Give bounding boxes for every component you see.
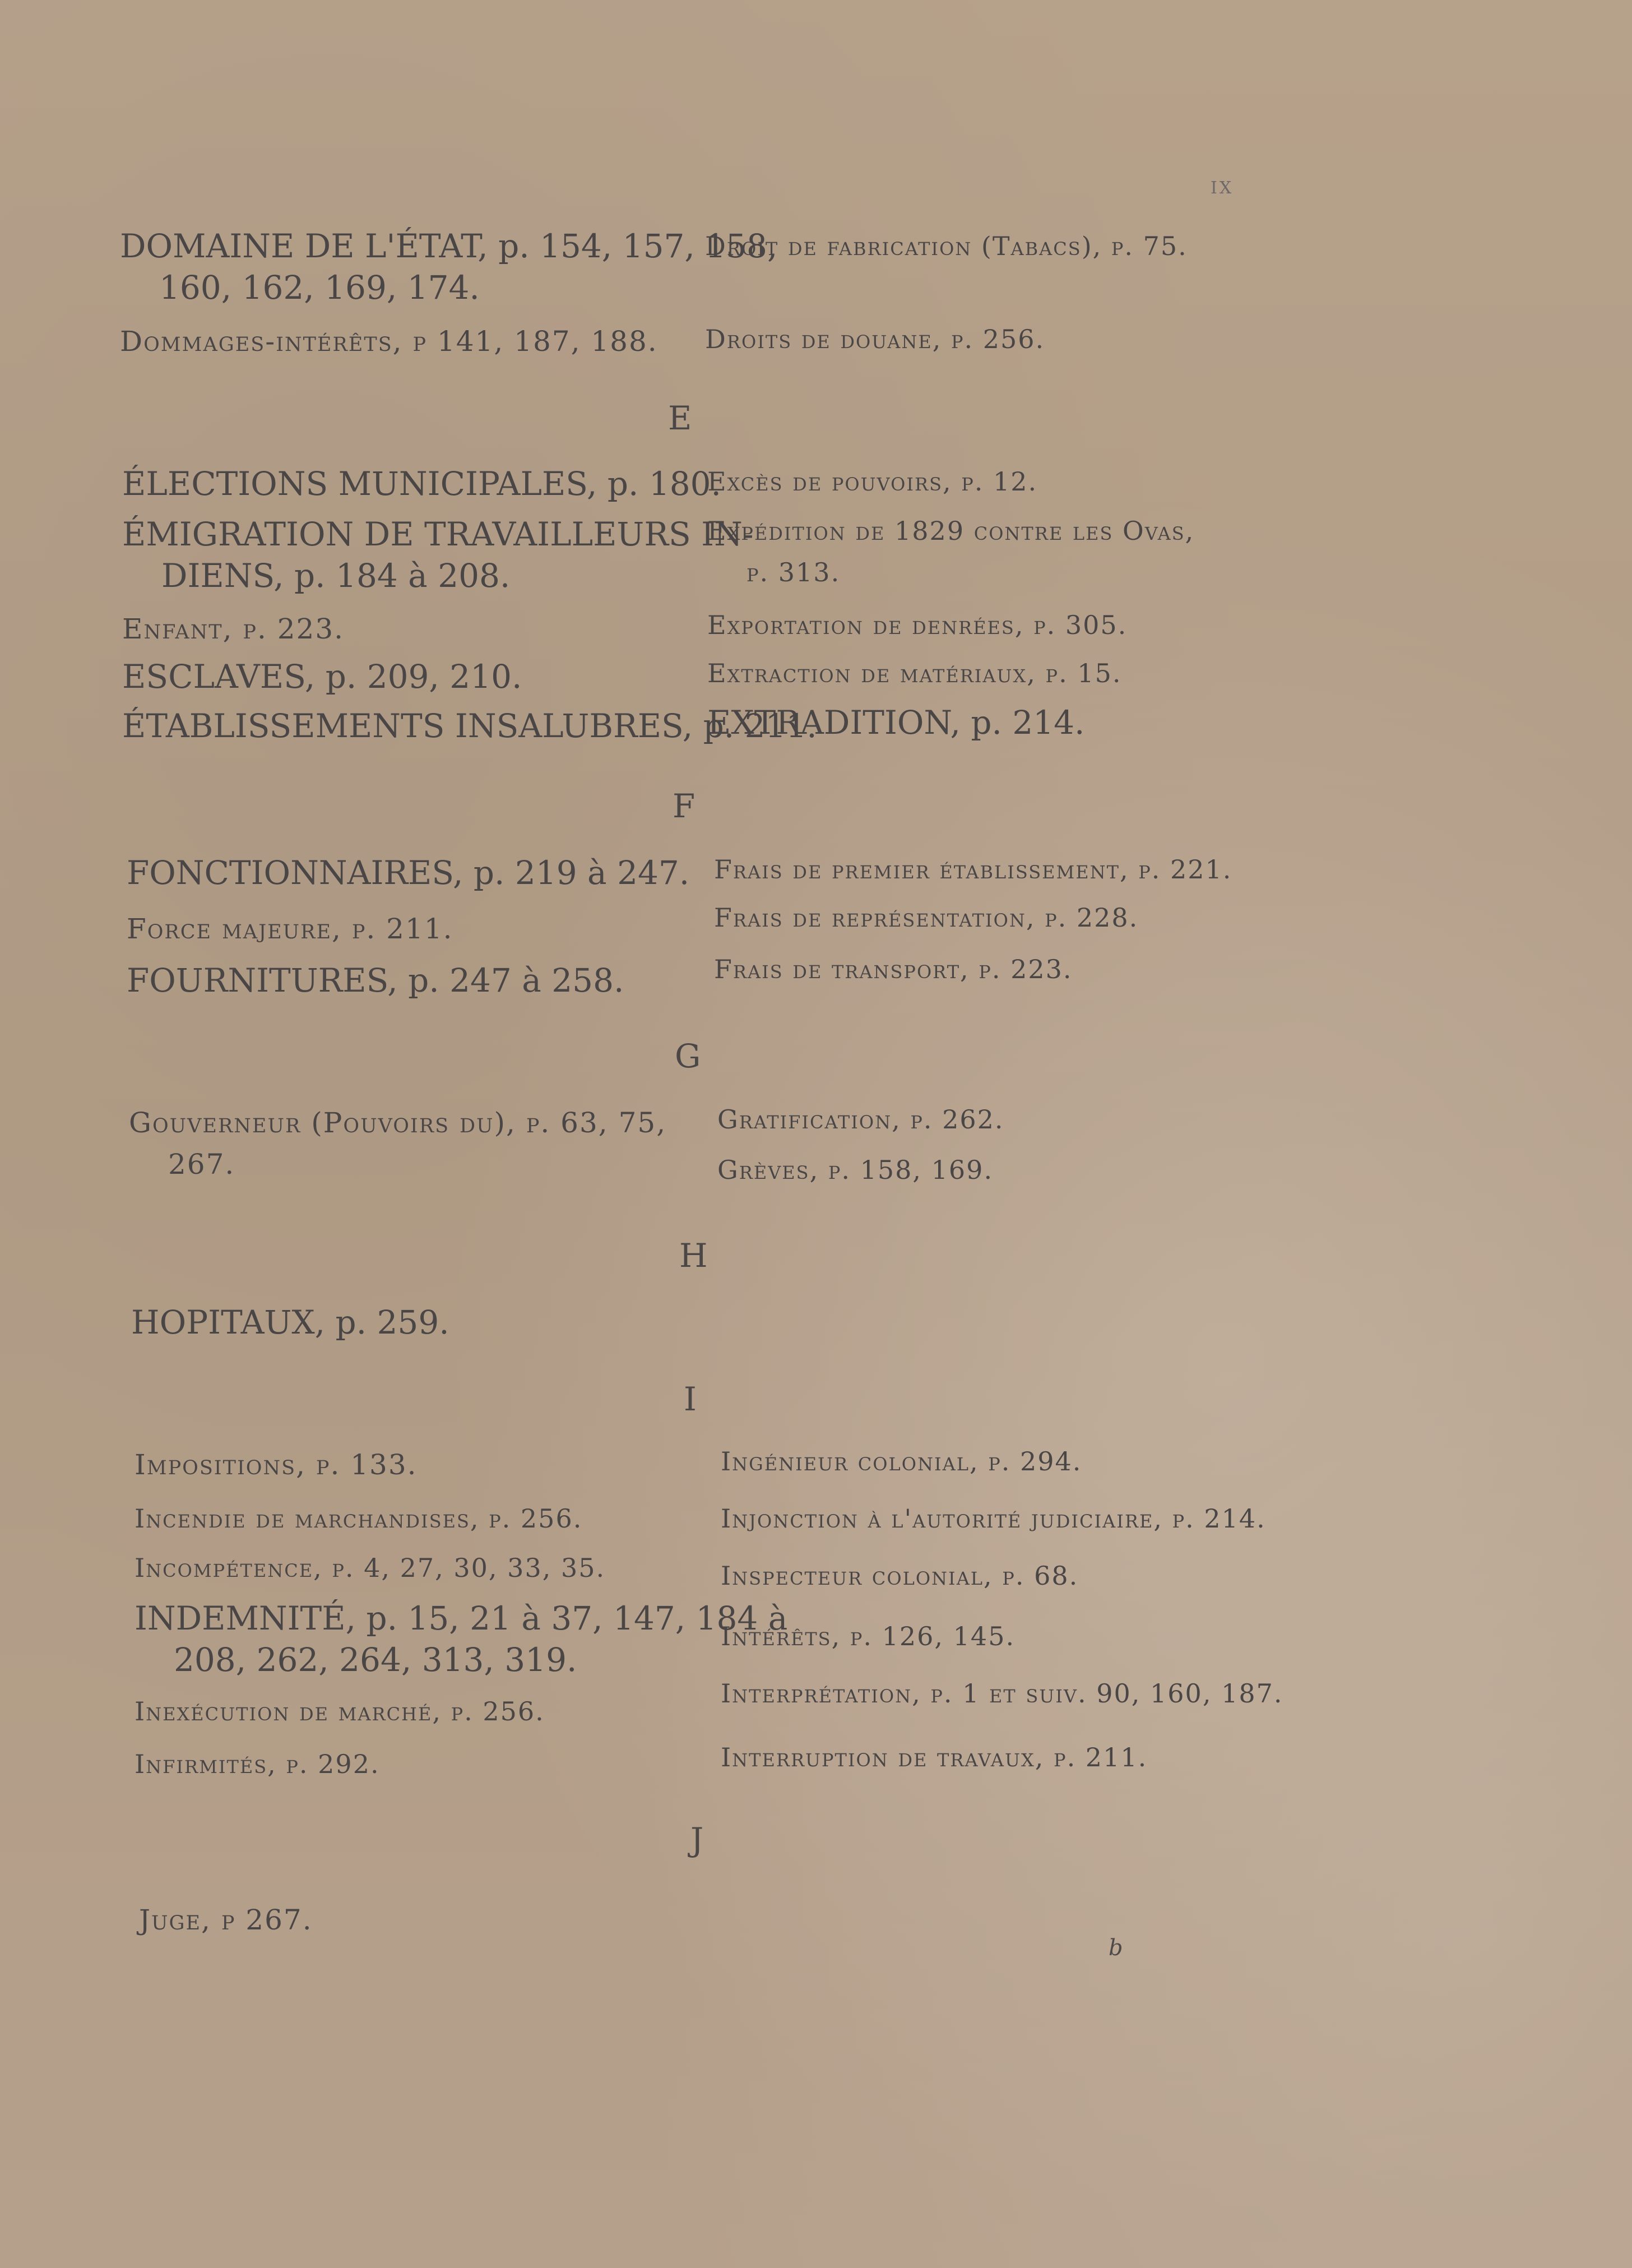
entry-line-1: FOURNITURES, p. 247 à 258. (127, 961, 624, 999)
entry-line-2: 267. (168, 1148, 235, 1181)
index-entry-inspecteur-colonial (721, 1555, 1078, 1596)
entry-line-1: Droits de douane, p. 256. (705, 324, 1045, 354)
index-entry-exportation-de-denrees (707, 604, 1127, 646)
index-entry-interruption-de-travaux (721, 1737, 1147, 1778)
entry-line-1: EXTRADITION, p. 214. (707, 703, 1085, 742)
index-entry-ingenieur-colonial (721, 1441, 1082, 1482)
index-entry-domaine-de-l-etat (120, 225, 777, 308)
index-entry-infirmites (135, 1743, 380, 1785)
index-entry-fournitures (127, 960, 624, 1001)
entry-line-1: ESCLAVES, p. 209, 210. (122, 658, 522, 696)
index-entry-emigration-de-travailleurs-indiens (122, 513, 753, 596)
index-entry-hopitaux (131, 1302, 449, 1343)
index-entry-exces-de-pouvoirs (707, 461, 1037, 502)
entry-line-1: Injonction à l'autorité judiciaire, p. 214. (721, 1503, 1266, 1534)
section-letter-f: F (673, 787, 696, 825)
entry-line-1: Expédition de 1829 contre les Ovas, (707, 516, 1195, 546)
index-entry-fonctionnaires (127, 852, 689, 894)
section-letter-g: G (675, 1037, 701, 1075)
entry-line-2: DIENS, p. 184 à 208. (161, 557, 511, 595)
entry-line-2: 160, 162, 169, 174. (159, 269, 480, 307)
entry-line-1: Frais de transport, p. 223. (714, 954, 1073, 984)
entry-line-1: Frais de représentation, p. 228. (714, 902, 1139, 933)
index-entry-extraction-de-materiaux (707, 652, 1121, 694)
entry-line-1: Interruption de travaux, p. 211. (721, 1742, 1148, 1772)
index-entry-frais-de-representation (714, 897, 1138, 938)
entry-line-1: Juge, p 267. (139, 1904, 313, 1936)
index-entry-droit-de-fabrication (705, 225, 1188, 267)
entry-line-1: Inspecteur colonial, p. 68. (721, 1561, 1079, 1591)
index-entry-esclaves (122, 656, 522, 697)
index-entry-juge (139, 1899, 313, 1941)
entry-line-1: ÉTABLISSEMENTS INSALUBRES, p. 211. (122, 707, 817, 745)
entry-line-1: Interprétation, p. 1 et suiv. 90, 160, 187. (721, 1678, 1283, 1709)
entry-line-1: Ingénieur colonial, p. 294. (721, 1446, 1082, 1476)
entry-line-2: 208, 262, 264, 313, 319. (174, 1641, 577, 1679)
index-entry-enfant (122, 608, 344, 650)
index-entry-gouverneur (129, 1102, 666, 1185)
entry-line-1: Impositions, p. 133. (135, 1448, 418, 1481)
entry-line-1: ÉLECTIONS MUNICIPALES, p. 180. (122, 465, 721, 503)
entry-line-1: Exportation de denrées, p. 305. (707, 610, 1128, 640)
index-entry-interets (721, 1616, 1015, 1657)
index-entry-elections-municipales (122, 463, 721, 504)
entry-line-1: Infirmités, p. 292. (135, 1749, 380, 1779)
entry-line-1: ÉMIGRATION DE TRAVAILLEURS IN- (122, 515, 754, 553)
entry-line-1: Inexécution de marché, p. 256. (135, 1696, 545, 1727)
index-entry-force-majeure (127, 908, 453, 950)
index-entry-inexecution-de-marche (135, 1691, 545, 1732)
section-letter-i: I (684, 1380, 697, 1418)
index-entry-extradition (707, 702, 1085, 743)
index-entry-incompetence (135, 1547, 605, 1589)
entry-line-1: Frais de premier établissement, p. 221. (714, 854, 1232, 885)
entry-line-1: Enfant, p. 223. (122, 613, 345, 645)
index-entry-dommages-interets (120, 321, 658, 362)
entry-line-1: FONCTIONNAIRES, p. 219 à 247. (127, 854, 690, 892)
entry-line-1: INDEMNITÉ, p. 15, 21 à 37, 147, 184 à (135, 1599, 788, 1637)
index-entry-indemnite (135, 1598, 787, 1681)
section-letter-h: H (679, 1237, 708, 1275)
index-entry-injonction-a-l-autorite-judiciaire (721, 1498, 1266, 1539)
entry-line-1: Force majeure, p. 211. (127, 913, 453, 945)
entry-line-1: Dommages-intérêts, p 141, 187, 188. (120, 325, 658, 358)
entry-line-1: DOMAINE DE L'ÉTAT, p. 154, 157, 158, (120, 227, 778, 265)
entry-line-1: Excès de pouvoirs, p. 12. (707, 466, 1038, 497)
entry-line-1: Extraction de matériaux, p. 15. (707, 658, 1122, 688)
entry-line-1: Incendie de marchandises, p. 256. (135, 1503, 583, 1534)
entry-line-1: Incompétence, p. 4, 27, 30, 33, 35. (135, 1553, 606, 1583)
section-letter-j: J (690, 1821, 704, 1859)
index-entry-frais-de-transport (714, 948, 1073, 990)
entry-line-1: HOPITAUX, p. 259. (131, 1303, 449, 1341)
entry-line-2: p. 313. (747, 557, 841, 587)
index-entry-interpretation (721, 1673, 1283, 1714)
index-entry-impositions (135, 1444, 418, 1485)
entry-line-1: Gouverneur (Pouvoirs du), p. 63, 75, (129, 1107, 667, 1139)
entry-line-1: Gratification, p. 262. (717, 1104, 1004, 1135)
section-letter-e: E (668, 399, 692, 437)
signature-mark: b (1109, 1935, 1123, 1961)
folio-number: IX (1211, 178, 1234, 198)
index-entry-incendie-de-marchandises (135, 1498, 582, 1539)
index-entry-expedition-de-1829 (707, 510, 1194, 593)
index-entry-frais-de-premier-etablissement (714, 849, 1232, 890)
entry-line-1: Grèves, p. 158, 169. (717, 1155, 994, 1185)
index-entry-greves (717, 1149, 993, 1191)
index-entry-gratification (717, 1099, 1004, 1140)
entry-line-1: Droit de fabrication (Tabacs), p. 75. (705, 231, 1188, 261)
entry-line-1: Intérêts, p. 126, 145. (721, 1621, 1016, 1651)
index-entry-droits-de-douane (705, 318, 1045, 360)
